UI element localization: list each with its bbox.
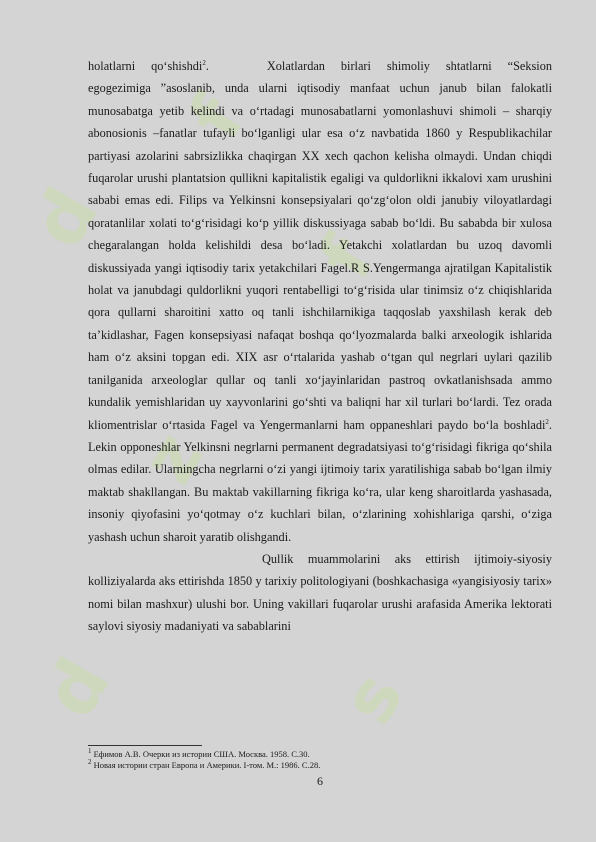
- watermark: d: [27, 640, 129, 732]
- text-run: Bu sababda bir xulosa chegaralangan holda kelishildi desa bo‘ladi. Yetakchi xolatlardan bu uzoq davomli diskussiyada yangi iqtisodiy tarix yetakchilari Fagel.R S.Yengermanga ajratilgan Kapitalistik holat va janubdagi quldorlikni yuqori rentabelligi to‘g‘risida ular tinimsiz o‘z chiqishlarida qora qullarni sharoitini xatto oq tanli ishchilarnikiga taqqoslab yaxshilash kerak deb ta’kidlashar, Fagen konsepsiyasi nafaqat boshqa qo‘lyozmalarda balki arxeologik ishlarida ham o‘z aksini topgan edi. XIX asr o‘rtalarida yashab o‘tgan qul negrlari uylari qazilib tanilganida arxeologlar qullar oq tanli xo‘jayinlaridan pastroq ovkatlanishsada ammo kundalik yemishlaridan uy xayvonlarini go‘shti va baliqni har xil turlari bo‘lardi. Tez orada kliomentrislar o‘rtasida Fagel va Yengermanlarni ham oppaneshlari paydo bo‘la boshladi: [88, 215, 552, 432]
- footnote: [88, 760, 552, 771]
- text-run: holatlarni qo‘shishdi: [88, 59, 203, 73]
- watermark: f: [172, 79, 263, 153]
- footnote-number: 1: [88, 747, 92, 756]
- text-run: . Lekin opponeshlar Yelkinsni negrlarni permanent degradatsiyasi to‘g‘risidagi fikriga qo‘shila olmas edilar. Ularningcha negrlarni o‘zi yangi ijtimoiy tarix yaratilishiga sabab bo‘lgan ilmiy maktab shakllangan. Bu maktab vakillarning fikriga ko‘ra, ular keng sharoitlarda yashasada, insoniy qiyofasini yo‘qotmay o‘z kuchlari bilan, o‘zlarining xohishlariga qarshi, o‘ziga yashash uchun sharoit yaratib olishgandi.: [88, 417, 552, 544]
- footnote: [88, 749, 552, 760]
- text-run: Qullik muammolarini aks ettirish ijtimoiy-siyosiy kolliziyalarda aks ettirishda 1850 y tarixiy politologiyani (boshkachasiga «yangisiyosiy tarix» nomi bilan mashxur) ulushi bor. Uning vakillari fuqarolar urushi arafasida Amerika lektorati saylovi siyosiy madaniyati va sabablarini: [88, 551, 552, 634]
- watermark: s: [325, 654, 422, 738]
- footnote-ref[interactable]: 2: [545, 417, 549, 426]
- footnote-ref[interactable]: 2: [202, 58, 206, 67]
- footnote-text: Новая истории стран Европа и Америки. I-том. М.: 1986. С.28.: [91, 760, 321, 770]
- footnote-number: 2: [88, 758, 92, 767]
- text-run: Xolatlardan birlari shimoliy shtatlarni “Seksion egogezimiga ”asoslanib, unda ularni iqtisodiy manfaat uchun janub bilan falokatli munosabatga yetib kelindi va o‘rtadagi munosabatlarni yomonlashuvi shimoli – sharqiy abonosionis –fanatlar tufayli bo‘lganligi ular esa o‘z navbatida 1860 y Respublikachilar partiyasi azolarini sabrsizlikka chaqirgan XX xech qachon kelisha olmaydi. Undan chiqdi fuqarolar urushi plantatsion qullikni kapitalistik egaligi va quldorlikni ikkalovi xam urushini sababi emas edi. Filips va Yelkinsni konsepsiyalari qo‘zg‘olon oldi janubiy viloyatlardagi qoratanlilar xolati to‘g‘risidagi ko‘p yillik diskussiyaga sabab bo‘ldi.: [88, 59, 553, 230]
- body-text: [88, 55, 552, 638]
- footnote-separator: [88, 745, 202, 746]
- footnote-text: Ефимов А.В. Очерки из истории США. Москва. 1958. С.30.: [91, 749, 310, 759]
- watermark: f: [302, 219, 393, 293]
- footnotes: [88, 749, 552, 771]
- paragraph: [88, 55, 552, 548]
- watermark: d: [15, 170, 117, 262]
- page-number: 6: [317, 774, 323, 788]
- watermark: z: [125, 415, 221, 497]
- text-run: .: [205, 59, 209, 73]
- paragraph: [88, 548, 552, 638]
